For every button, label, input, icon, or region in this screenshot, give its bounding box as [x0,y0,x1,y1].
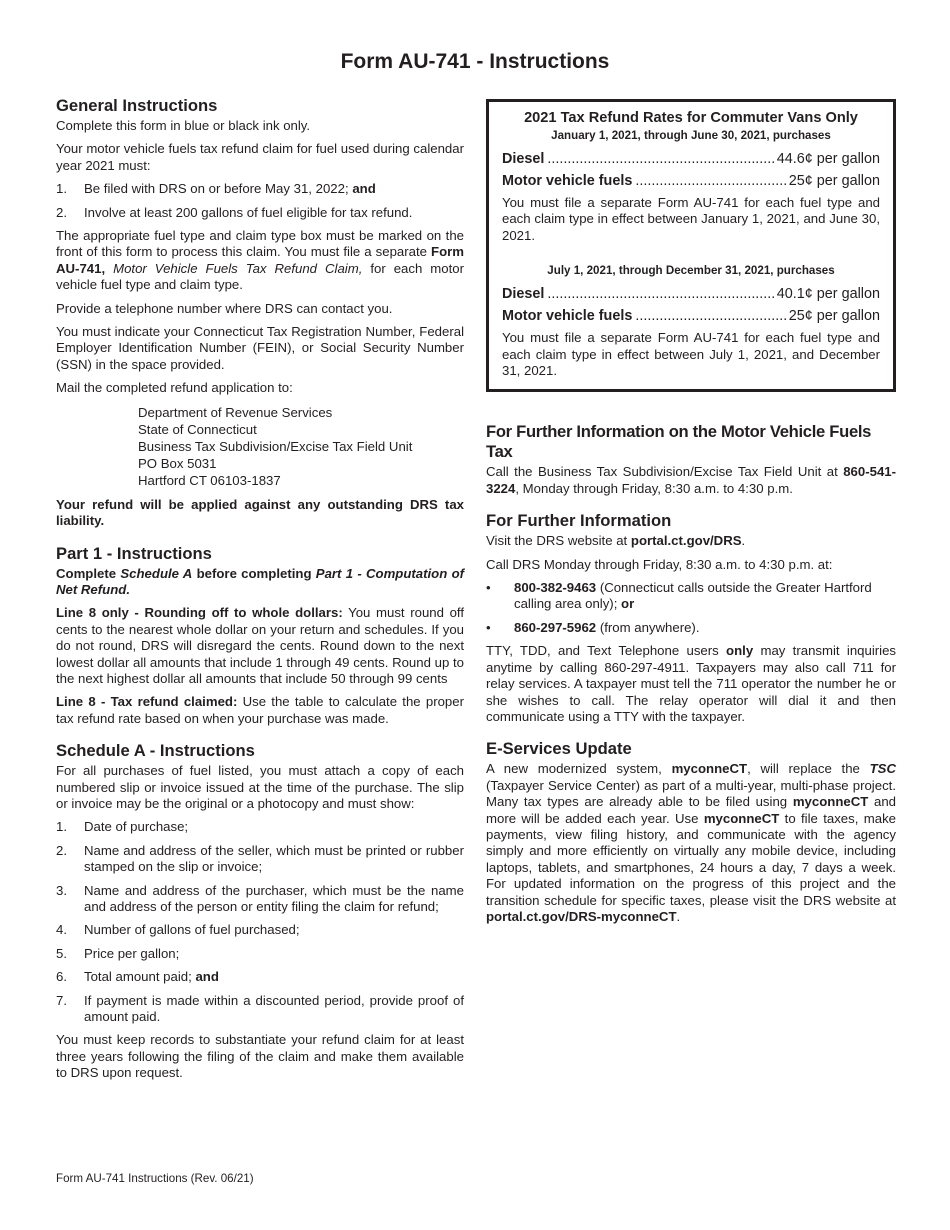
eservices-text: A new modernized system, myconneCT, will replace the TSC (Taxpayer Service Center) as part of a multi-year, multi-phase project. Many tax types are already able to be filed using myconneCT and more will be added each year. Use myconneCT to file taxes, make payments, view filing history, and communicate with the agency simply and more efficiently on virtually any mobile device, including laptops, tablets, and smartphones, 24 hours a day, 7 days a week. For updated information on the progress of this project and the transition schedule for specific taxes, please visit the DRS website at portal.ct.gov/DRS-myconneCT. [486,761,896,924]
claim-requirements-intro: Your motor vehicle fuels tax refund claim for fuel used during calendar year 2021 must: [56,141,464,173]
schedule-a-item: 6. Total amount paid; and [56,969,219,985]
eservices-heading: E-Services Update [486,739,632,759]
further-info-heading: For Further Information [486,511,672,531]
schedule-a-item: 4. Number of gallons of fuel purchased; [56,922,300,938]
period-1-heading: January 1, 2021, through June 30, 2021, purchases [551,129,831,142]
mvf-info-heading: For Further Information on the Motor Vehicle Fuels Tax [486,422,872,462]
requirement-item: 2. Involve at least 200 gallons of fuel eligible for tax refund. [56,204,413,220]
schedule-a-heading: Schedule A - Instructions [56,741,255,761]
general-instructions-heading: General Instructions [56,96,218,115]
schedule-a-item: 7. If payment is made within a discounted period, provide proof of amount paid. [56,992,464,1025]
fuel-type-instruction: The appropriate fuel type and claim type box must be marked on the front of this form to process this claim. You must file a separate Form AU-741, Motor Vehicle Fuels Tax Refund Claim, for each motor vehicle fuel type and claim type. [56,228,464,293]
part1-heading: Part 1 - Instructions [56,543,212,563]
schedule-a-item: 3. Name and address of the purchaser, which must be the name and address of the person or entity filing the claim for refund; [56,882,464,914]
requirement-item: 1. Be filed with DRS on or before May 31, 2022; and [56,181,376,197]
records-note: You must keep records to substantiate your refund claim for at least three years following the filing of the claim and make them available to DRS upon request. [56,1032,464,1081]
period-1-note: You must file a separate Form AU-741 for each fuel type and each claim type in effect between January 1, 2021, and June 30, 2021. [502,195,880,243]
period-2-note: You must file a separate Form AU-741 for each fuel type and each claim type in effect between July 1, 2021, and December 31, 2021. [502,330,880,379]
schedule-a-item: 5. Price per gallon; [56,945,180,961]
left-column [56,96,464,1089]
rate-row-diesel: Diesel ..... 40.1¢ per gallon [502,283,880,305]
website-text: Visit the DRS website at portal.ct.gov/DRS. [486,533,746,549]
mvf-info-text: Call the Business Tax Subdivision/Excise Tax Field Unit at 860-541-3224, Monday through Friday, 8:30 a.m. to 4:30 p.m. [486,464,897,496]
phone-bullet: • 860-297-5962 (from anywhere). [486,619,700,635]
schedule-a-intro: For all purchases of fuel listed, you must attach a copy of each numbered slip or invoice issued at the time of the purchase. The slip or invoice may be the original or a photocopy and must show: [56,763,464,811]
tty-text: TTY, TDD, and Text Telephone users only may transmit inquiries anytime by calling 860-297-4911. Taxpayers may also call 711 for relay services. A taxpayer must tell the 711 operator the number he or she wishes to call. The relay operator will dial it and then communicate using a TTY with the taxpayer. [486,643,896,724]
right-column [486,99,896,932]
phone-bullet: • 800-382-9463 (Connecticut calls outside the Greater Hartford calling area only); or [486,580,872,612]
period-2-heading: July 1, 2021, through December 31, 2021, purchases [547,264,835,278]
telephone-instruction: Provide a telephone number where DRS can contact you. [56,300,393,316]
tax-id-instruction: You must indicate your Connecticut Tax Registration Number, Federal Employer Identification Number (FEIN), or Social Security Number (SSN) in the space provided. [56,324,464,372]
rates-heading: 2021 Tax Refund Rates for Commuter Vans Only [524,110,858,126]
call-hours-text: Call DRS Monday through Friday, 8:30 a.m. to 4:30 p.m. at: [486,556,833,572]
form-footer: Form AU-741 Instructions (Rev. 06/21) [56,1172,254,1185]
schedule-a-item: 2. Name and address of the seller, which must be printed or rubber stamped on the slip or invoice; [56,842,464,875]
mailing-address: Department of Revenue Services State of Connecticut Business Tax Subdivision/Excise Tax Field Unit PO Box 5031 Hartford CT 06103-1837 [138,404,413,488]
ink-instruction: Complete this form in blue or black ink only. [56,118,311,133]
drs-website-link[interactable]: portal.ct.gov/DRS [630,533,742,549]
rate-row-motor-fuels: Motor vehicle fuels ..... 25¢ per gallon [502,170,880,192]
part1-schedule-note: Complete Schedule A before completing Part 1 - Computation of Net Refund. [56,565,465,597]
line8-refund-claimed: Line 8 - Tax refund claimed: Use the table to calculate the proper tax refund rate based on when your purchase was made. [56,694,464,726]
rate-row-motor-fuels: Motor vehicle fuels ..... 25¢ per gallon [502,305,880,327]
refund-rates-box [486,99,896,392]
mail-instruction: Mail the completed refund application to: [56,380,293,396]
page-title: Form AU-741 - Instructions [340,50,610,73]
line8-rounding: Line 8 only - Rounding off to whole dollars: You must round off cents to the nearest whole dollar on your return and schedules. If you do not round, DRS will disregard the cents. Round down to the next lowest dollar all amounts that include 1 through 49 cents. Round up to the next highest dollar all amounts that include 50 through 99 cents [56,605,464,686]
refund-liability-note: Your refund will be applied against any outstanding DRS tax liability. [56,496,464,529]
myconnect-link[interactable]: portal.ct.gov/DRS-myconneCT [486,908,677,924]
rate-row-diesel: Diesel ..... 44.6¢ per gallon [502,148,880,170]
schedule-a-item: 1. Date of purchase; [56,819,189,835]
